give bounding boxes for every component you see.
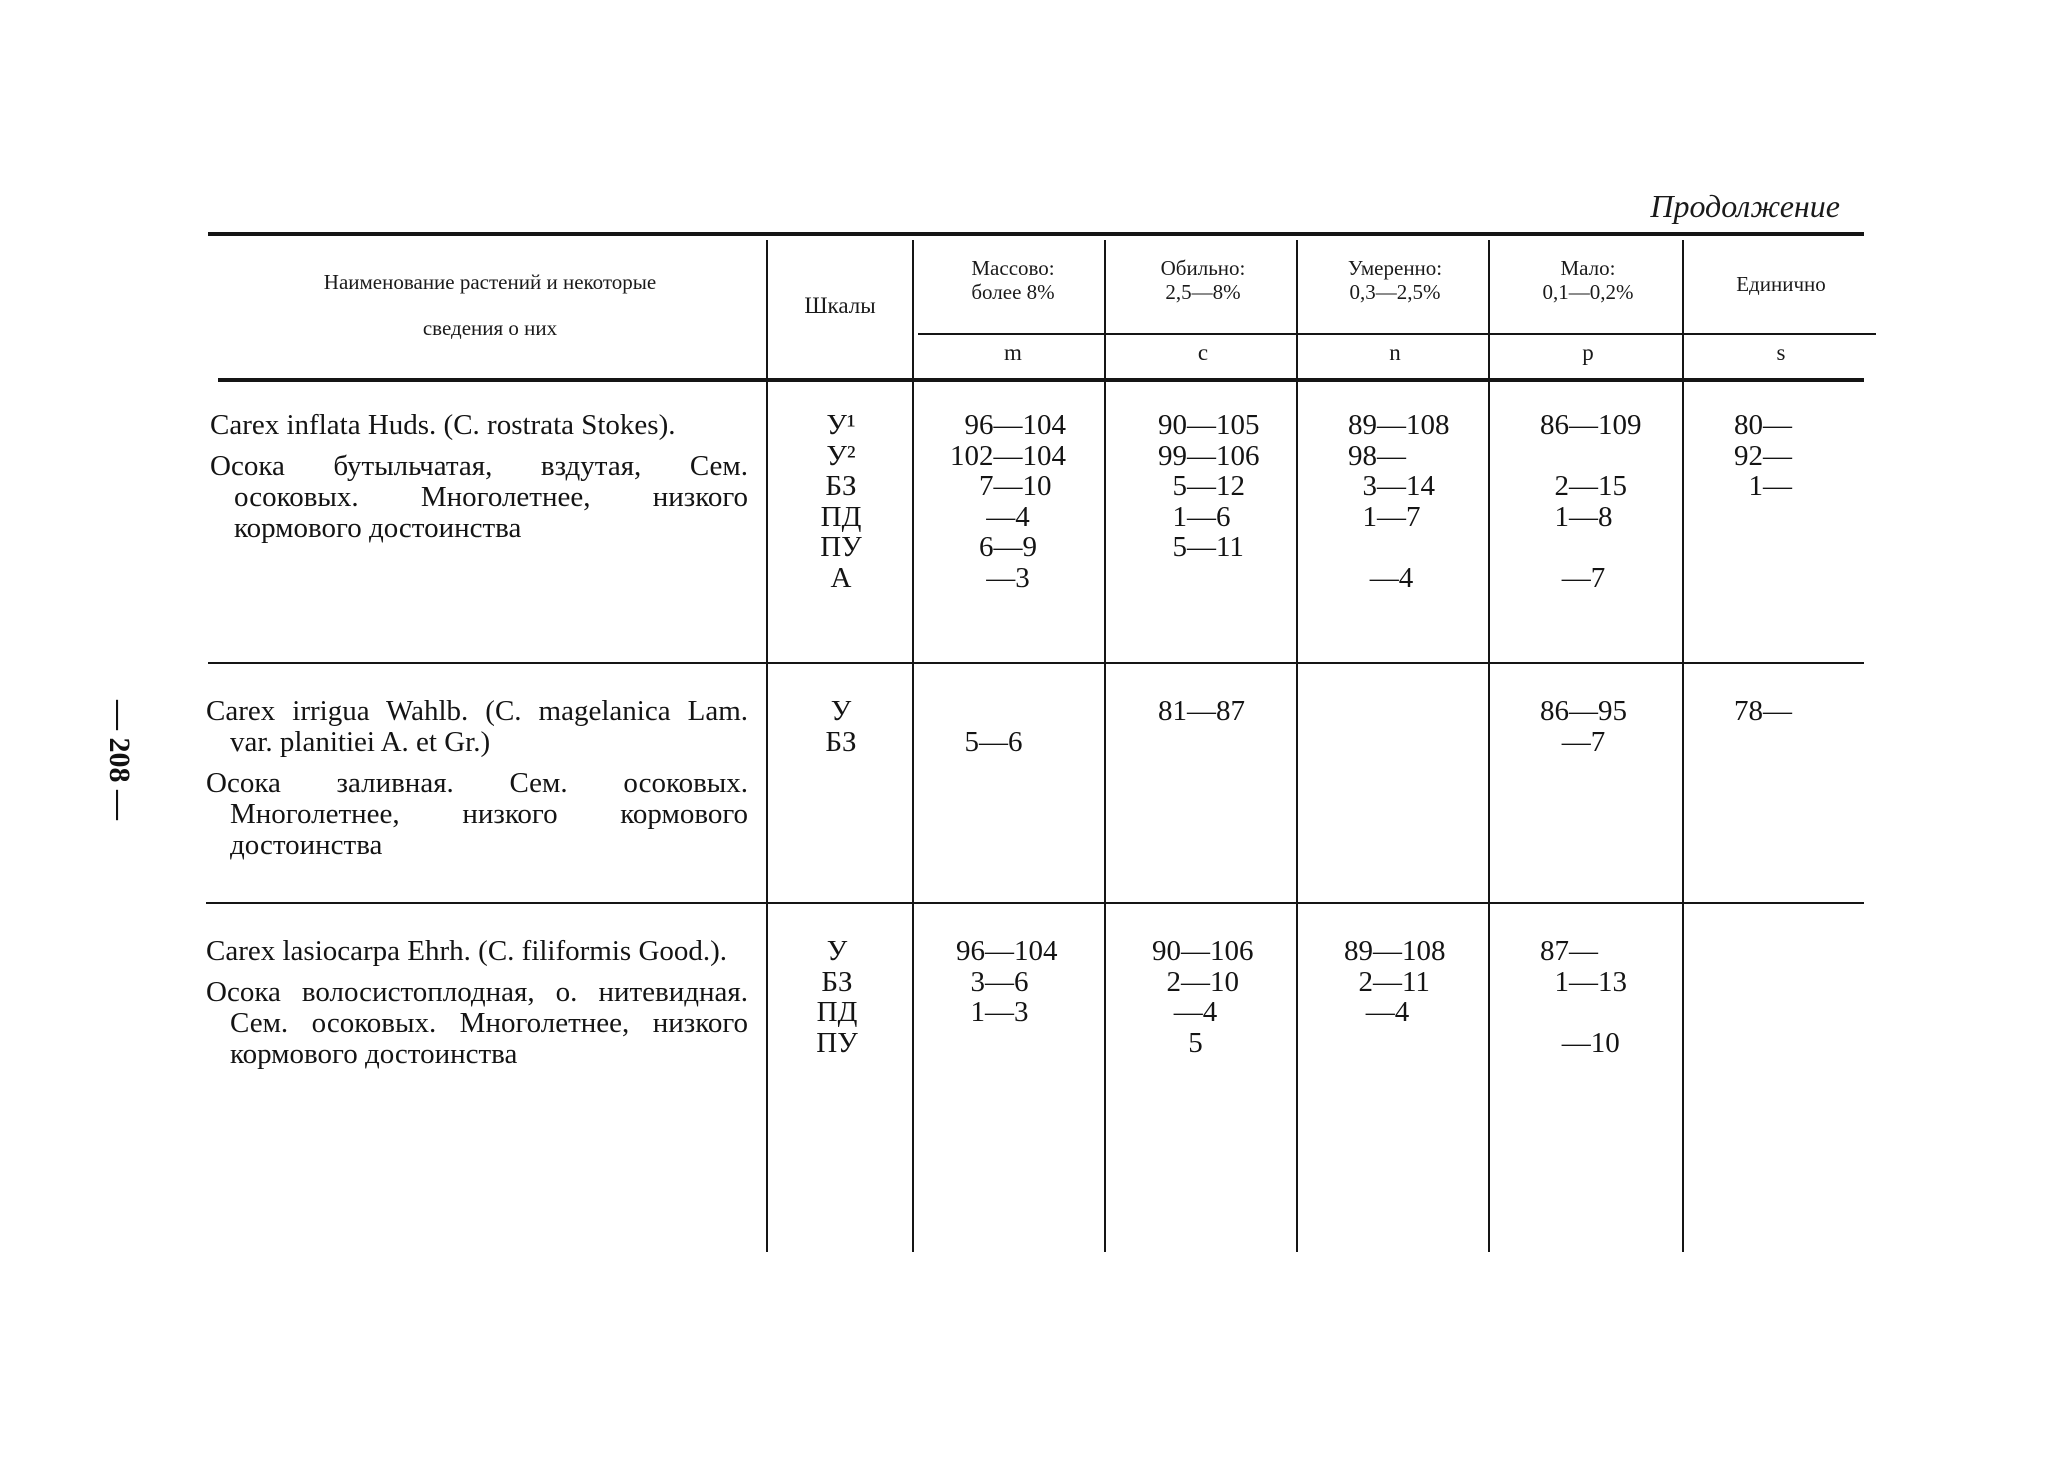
column-divider bbox=[912, 240, 914, 1252]
symbol-s: s bbox=[1776, 340, 1786, 365]
header-p-line2: 0,1—0,2% bbox=[1542, 280, 1634, 304]
header-name-line2: сведения о них bbox=[422, 316, 558, 340]
value-c: 81—87 bbox=[1158, 695, 1245, 727]
header-c bbox=[1108, 256, 1298, 304]
latin-name: Carex lasiocarpa Ehrh. (C. filiformis Good.). bbox=[206, 935, 728, 967]
value-m: 5—6 bbox=[964, 725, 1023, 758]
row-divider bbox=[208, 662, 1864, 664]
symbol-m: m bbox=[1004, 340, 1022, 365]
header-p-line1: Мало: bbox=[1560, 256, 1616, 280]
column-divider bbox=[1296, 240, 1298, 1252]
table-top-rule bbox=[208, 232, 1864, 236]
header-m-line1: Массово: bbox=[971, 256, 1055, 280]
header-s bbox=[1686, 272, 1876, 296]
header-name-line1: Наименование растений и некоторые bbox=[323, 270, 657, 294]
latin-name: Carex inflata Huds. (C. rostrata Stokes). bbox=[210, 409, 676, 441]
header-s-line1: Единично bbox=[1736, 272, 1826, 296]
latin-name: Carex irrigua Wahlb. (C. magelanica Lam. var. planitiei A. et Gr.) bbox=[206, 695, 748, 758]
value-n: 89—108 2—11 —4 bbox=[1344, 935, 1446, 1028]
scale-list: У¹ У² БЗ ПД ПУ А bbox=[820, 409, 862, 594]
value-s: 80— 92— 1— bbox=[1734, 409, 1792, 502]
value-c: 90—105 99—106 5—12 1—6 5—11 bbox=[1158, 409, 1260, 563]
header-m bbox=[916, 256, 1110, 304]
scale-list: У БЗ ПД ПУ bbox=[816, 935, 858, 1059]
column-divider bbox=[766, 240, 768, 1252]
page-number: — 208 — bbox=[103, 700, 136, 820]
russian-description: Осока волосистоплодная, о. нитевидная. Сем. осоковых. Многолетнее, низкого кормового достоинства bbox=[206, 976, 748, 1070]
plant-name bbox=[206, 936, 748, 1070]
header-c-line1: Обильно: bbox=[1160, 256, 1246, 280]
value-m: 96—104 3—6 1—3 bbox=[956, 935, 1058, 1028]
plant-name bbox=[210, 410, 748, 544]
header-scales: Шкалы bbox=[804, 293, 876, 318]
symbol-c: c bbox=[1197, 340, 1209, 365]
value-s: 78— bbox=[1734, 695, 1792, 727]
russian-description: Осока бутыльчатая, вздутая, Сем. осоковых. Многолетнее, низкого кормового достоинства bbox=[210, 450, 748, 544]
header-p bbox=[1492, 256, 1684, 304]
value-p: 86—109 2—15 1—8 —7 bbox=[1540, 409, 1642, 594]
header-symbol-rule bbox=[918, 333, 1876, 335]
header-n-line1: Умеренно: bbox=[1347, 256, 1443, 280]
value-n: 89—108 98— 3—14 1—7 —4 bbox=[1348, 409, 1450, 594]
value-p: 86—95 —7 bbox=[1540, 695, 1627, 758]
continuation-label: Продолжение bbox=[1650, 188, 1840, 224]
column-divider bbox=[1682, 240, 1684, 1252]
value-m: 96—104 102—104 7—10 —4 6—9 —3 bbox=[950, 409, 1066, 594]
column-divider bbox=[1104, 240, 1106, 1252]
header-m-line2: более 8% bbox=[971, 280, 1055, 304]
column-divider bbox=[1488, 240, 1490, 1252]
header-bottom-rule bbox=[218, 378, 1864, 382]
row-divider bbox=[206, 902, 1864, 904]
symbol-p: p bbox=[1582, 340, 1594, 365]
russian-description: Осока заливная. Сем. осоковых. Многолетнее, низкого кормового достоинства bbox=[206, 767, 748, 861]
header-name bbox=[230, 270, 750, 340]
plant-name bbox=[206, 696, 748, 861]
scale-list: У БЗ bbox=[825, 695, 857, 758]
value-c: 90—106 2—10 —4 5 bbox=[1152, 935, 1254, 1059]
symbol-n: n bbox=[1389, 340, 1401, 365]
header-n-line2: 0,3—2,5% bbox=[1349, 280, 1441, 304]
value-p: 87— 1—13 —10 bbox=[1540, 935, 1627, 1059]
header-c-line2: 2,5—8% bbox=[1165, 280, 1241, 304]
header-n bbox=[1300, 256, 1490, 304]
